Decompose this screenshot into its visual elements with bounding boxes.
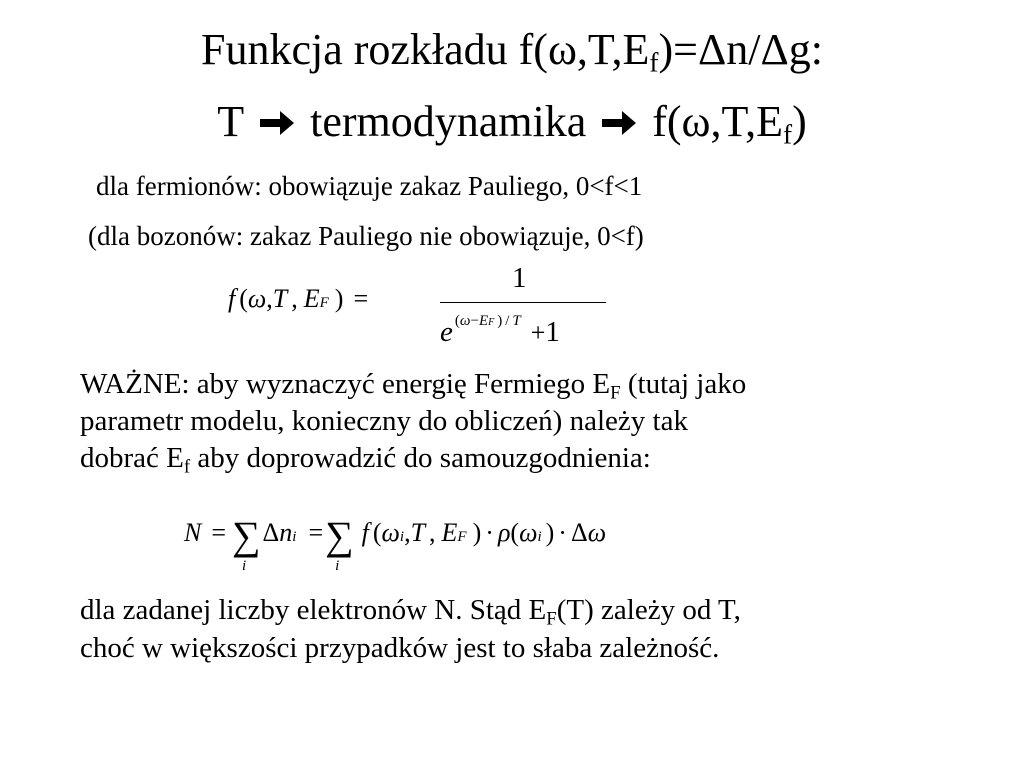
conclusion-line-1-text: dla zadanej liczby elektronów N. Stąd E: [80, 594, 547, 626]
important-line-1: [80, 366, 746, 402]
important-line-1-subscript: F: [610, 382, 621, 404]
title-line-1-suffix: )=Δn/Δg:: [658, 25, 824, 74]
important-line-1-text: WAŻNE: aby wyznaczyć energię Fermiego E: [80, 368, 611, 400]
comma: ,: [404, 518, 411, 547]
sum-index: i: [242, 558, 247, 574]
title-line-1-text: Funkcja rozkładu f(ω,T,E: [200, 25, 650, 74]
important-line-3-text: dobrać E: [80, 442, 184, 474]
denominator: [440, 313, 560, 356]
exp-minus: −: [470, 313, 479, 329]
fermion-line: dla fermionów: obowiązuje zakaz Pauliego, 0<f<1: [96, 171, 643, 201]
exp-paren-open: (: [454, 313, 460, 329]
E-subscript: F: [319, 295, 329, 311]
important-line-3-subscript: f: [183, 456, 191, 478]
T-symbol: T: [272, 284, 288, 313]
paren-close: ): [472, 518, 482, 547]
conclusion-line-1-subscript: F: [546, 608, 557, 630]
T-symbol: T: [410, 518, 426, 547]
conclusion-line-2: choć w większości przypadków jest to słaba zależność.: [80, 632, 720, 664]
important-line-3-suffix: aby doprowadzić do samouzgodnienia:: [190, 442, 651, 474]
comma: ,: [291, 284, 298, 313]
self-consistency-formula: [184, 512, 607, 574]
title-line-2: [0, 96, 1024, 152]
fermi-dirac-lhs: [228, 284, 368, 314]
f-symbol: f: [228, 284, 236, 313]
dot-operator: ·: [485, 518, 494, 547]
exp-E-subscript: F: [488, 317, 495, 328]
conclusion-line-1-suffix: (T) zależy od T,: [556, 594, 741, 626]
E-symbol: E: [441, 518, 458, 547]
title-f-suffix: ): [792, 97, 807, 146]
sum-glyph: ∑: [325, 513, 354, 558]
title-f-prefix: f(ω,T,E: [652, 97, 784, 146]
paren-close: ): [545, 518, 555, 547]
exp-E: E: [478, 313, 489, 329]
rho-symbol: ρ: [497, 518, 511, 547]
equals-sign: =: [211, 518, 227, 547]
paren-open: (: [372, 518, 382, 547]
sum-symbol: [232, 512, 261, 574]
omega-subscript: i: [537, 529, 542, 545]
exp-paren-close: ): [497, 313, 503, 329]
important-line-1-suffix: (tutaj jako: [620, 368, 747, 400]
one: 1: [545, 316, 560, 348]
paren-open: (: [239, 284, 248, 313]
dot-operator: ·: [558, 518, 567, 547]
conclusion-line-1: [80, 592, 741, 628]
e-symbol: e: [440, 316, 453, 348]
title-line-1-subscript: f: [649, 47, 659, 78]
delta-symbol: Δ: [262, 518, 280, 547]
exp-slash: /: [505, 313, 510, 329]
delta-symbol: Δ: [570, 518, 588, 547]
omega-symbol: ω: [519, 518, 538, 547]
boson-line: (dla bozonów: zakaz Pauliego nie obowiązuje, 0<f): [88, 221, 644, 251]
E-subscript: F: [457, 529, 467, 545]
arrow-right-icon: [258, 98, 296, 150]
comma: ,: [429, 518, 436, 547]
title-T: T: [217, 97, 245, 146]
paren-close: ): [334, 284, 344, 313]
sum-symbol: [325, 512, 354, 574]
comma: ,: [266, 284, 273, 313]
title-line-1: [0, 24, 1024, 76]
omega-subscript: i: [399, 529, 405, 545]
paren-open: (: [510, 518, 520, 547]
n-symbol: n: [279, 518, 293, 547]
omega-symbol: ω: [247, 284, 267, 313]
exp-T: T: [512, 313, 521, 329]
exp-omega: ω: [459, 313, 471, 329]
omega-symbol: ω: [381, 518, 400, 547]
exponent: [455, 313, 521, 329]
N-symbol: N: [184, 518, 202, 547]
arrow-right-icon: [600, 98, 638, 150]
E-symbol: E: [303, 284, 320, 313]
sum-index: i: [335, 558, 340, 574]
equals-sign: =: [308, 518, 324, 547]
omega-symbol: ω: [587, 518, 607, 547]
title-termodynamika: termodynamika: [310, 97, 587, 146]
fraction-bar: [440, 302, 606, 303]
plus-sign: +: [530, 318, 546, 347]
n-subscript: i: [292, 529, 297, 545]
sum-glyph: ∑: [232, 513, 261, 558]
important-line-3: [80, 440, 651, 476]
important-line-2: parametr modelu, konieczny do obliczeń) należy tak: [80, 405, 688, 437]
title-f-subscript: f: [783, 119, 793, 150]
numerator: 1: [512, 262, 527, 294]
equals-sign: =: [353, 284, 369, 313]
f-symbol: f: [361, 518, 369, 547]
